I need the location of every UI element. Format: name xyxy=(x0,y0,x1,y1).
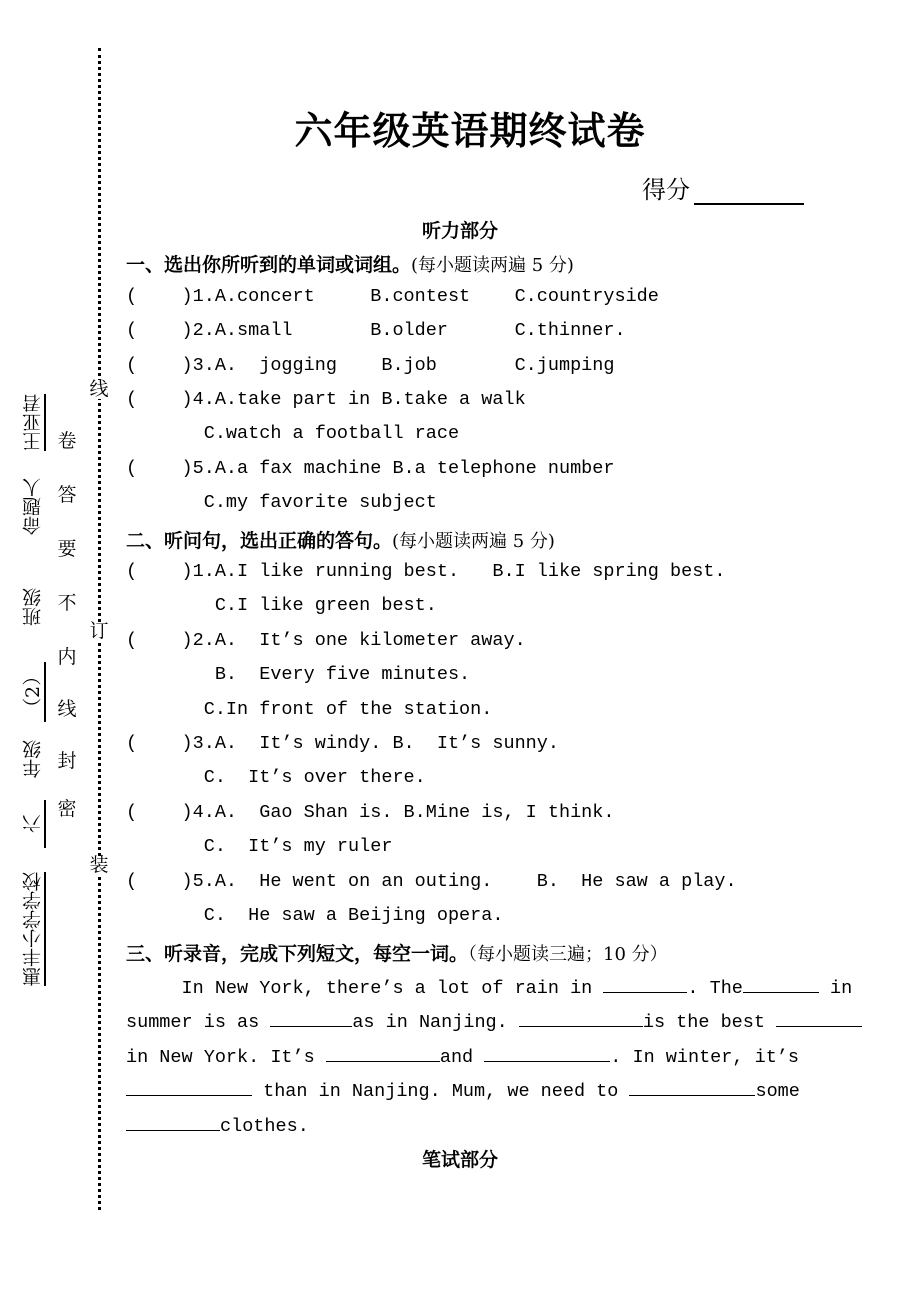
warning-char: 不 xyxy=(57,592,77,614)
section1-title: 一、选出你所听到的单词或词组。(每小题读两遍 5 分) xyxy=(126,254,574,276)
question-row: C. It’s over there. xyxy=(126,767,426,788)
warning-char: 要 xyxy=(57,538,77,560)
question-row: B. Every five minutes. xyxy=(126,664,471,685)
author-label: 命题人 xyxy=(22,478,44,535)
cloze-line-3: in New York. It’s and . In winter, it’s xyxy=(126,1043,799,1068)
blank[interactable] xyxy=(603,974,687,993)
blank[interactable] xyxy=(629,1077,755,1096)
blank[interactable] xyxy=(743,974,819,993)
warning-char: 线 xyxy=(57,698,77,720)
question-row: ( )2.A.small B.older C.thinner. xyxy=(126,320,626,341)
author-name: 王亚君 xyxy=(22,394,44,451)
blank[interactable] xyxy=(776,1008,862,1027)
score-label: 得分 xyxy=(642,176,690,204)
question-row: C.I like green best. xyxy=(126,595,437,616)
warning-char: 密 xyxy=(57,798,77,820)
blank[interactable] xyxy=(519,1008,643,1027)
cloze-line-4: than in Nanjing. Mum, we need to some xyxy=(126,1077,800,1102)
question-row: ( )1.A.I like running best. B.I like spring best. xyxy=(126,561,726,582)
cut-mark: 线 xyxy=(89,378,109,400)
blank[interactable] xyxy=(326,1043,440,1062)
cloze-line-5: clothes. xyxy=(126,1112,309,1137)
section2-title: 二、听问句，选出正确的答句。(每小题读两遍 5 分) xyxy=(126,530,555,552)
class-label: 班级 xyxy=(22,588,44,626)
question-row: C.In front of the station. xyxy=(126,699,493,720)
blank[interactable] xyxy=(484,1043,610,1062)
question-row: ( )3.A. jogging B.job C.jumping xyxy=(126,355,615,376)
question-row: C.my favorite subject xyxy=(126,492,437,513)
blank[interactable] xyxy=(126,1112,220,1131)
warning-char: 内 xyxy=(57,646,77,668)
question-row: ( )2.A. It’s one kilometer away. xyxy=(126,630,526,651)
listening-heading: 听力部分 xyxy=(421,220,498,242)
question-row: ( )1.A.concert B.contest C.countryside xyxy=(126,286,659,307)
score-field xyxy=(642,170,804,205)
cloze-line-2: summer is as as in Nanjing. is the best xyxy=(126,1008,862,1033)
school-name: 惠丰小学学校 xyxy=(22,872,44,986)
warning-char: 答 xyxy=(57,484,77,506)
grade-label: 年级 xyxy=(22,740,44,778)
grade-number: 六 xyxy=(24,800,46,848)
warning-char: 封 xyxy=(57,750,77,772)
section3-title: 三、听录音，完成下列短文，每空一词。（每小题读三遍；10 分） xyxy=(126,943,668,965)
question-row: ( )4.A. Gao Shan is. B.Mine is, I think. xyxy=(126,802,615,823)
warning-char: 卷 xyxy=(57,430,77,452)
question-row: C. He saw a Beijing opera. xyxy=(126,905,504,926)
cut-mark: 订 xyxy=(89,620,109,642)
cloze-line-1: In New York, there’s a lot of rain in . The in xyxy=(126,974,852,999)
question-row: ( )5.A. He went on an outing. B. He saw a play. xyxy=(126,871,737,892)
score-blank[interactable] xyxy=(694,179,804,205)
question-row: ( )3.A. It’s windy. B. It’s sunny. xyxy=(126,733,559,754)
question-row: C. It’s my ruler xyxy=(126,836,393,857)
class-number: （2） xyxy=(24,662,46,722)
question-row: C.watch a football race xyxy=(126,423,460,444)
blank[interactable] xyxy=(126,1077,252,1096)
written-heading: 笔试部分 xyxy=(421,1149,498,1171)
question-row: ( )4.A.take part in B.take a walk xyxy=(126,389,526,410)
question-row: ( )5.A.a fax machine B.a telephone number xyxy=(126,458,615,479)
cut-mark: 装 xyxy=(89,854,109,876)
blank[interactable] xyxy=(270,1008,352,1027)
page-title: 六年级英语期终试卷 xyxy=(294,109,646,153)
